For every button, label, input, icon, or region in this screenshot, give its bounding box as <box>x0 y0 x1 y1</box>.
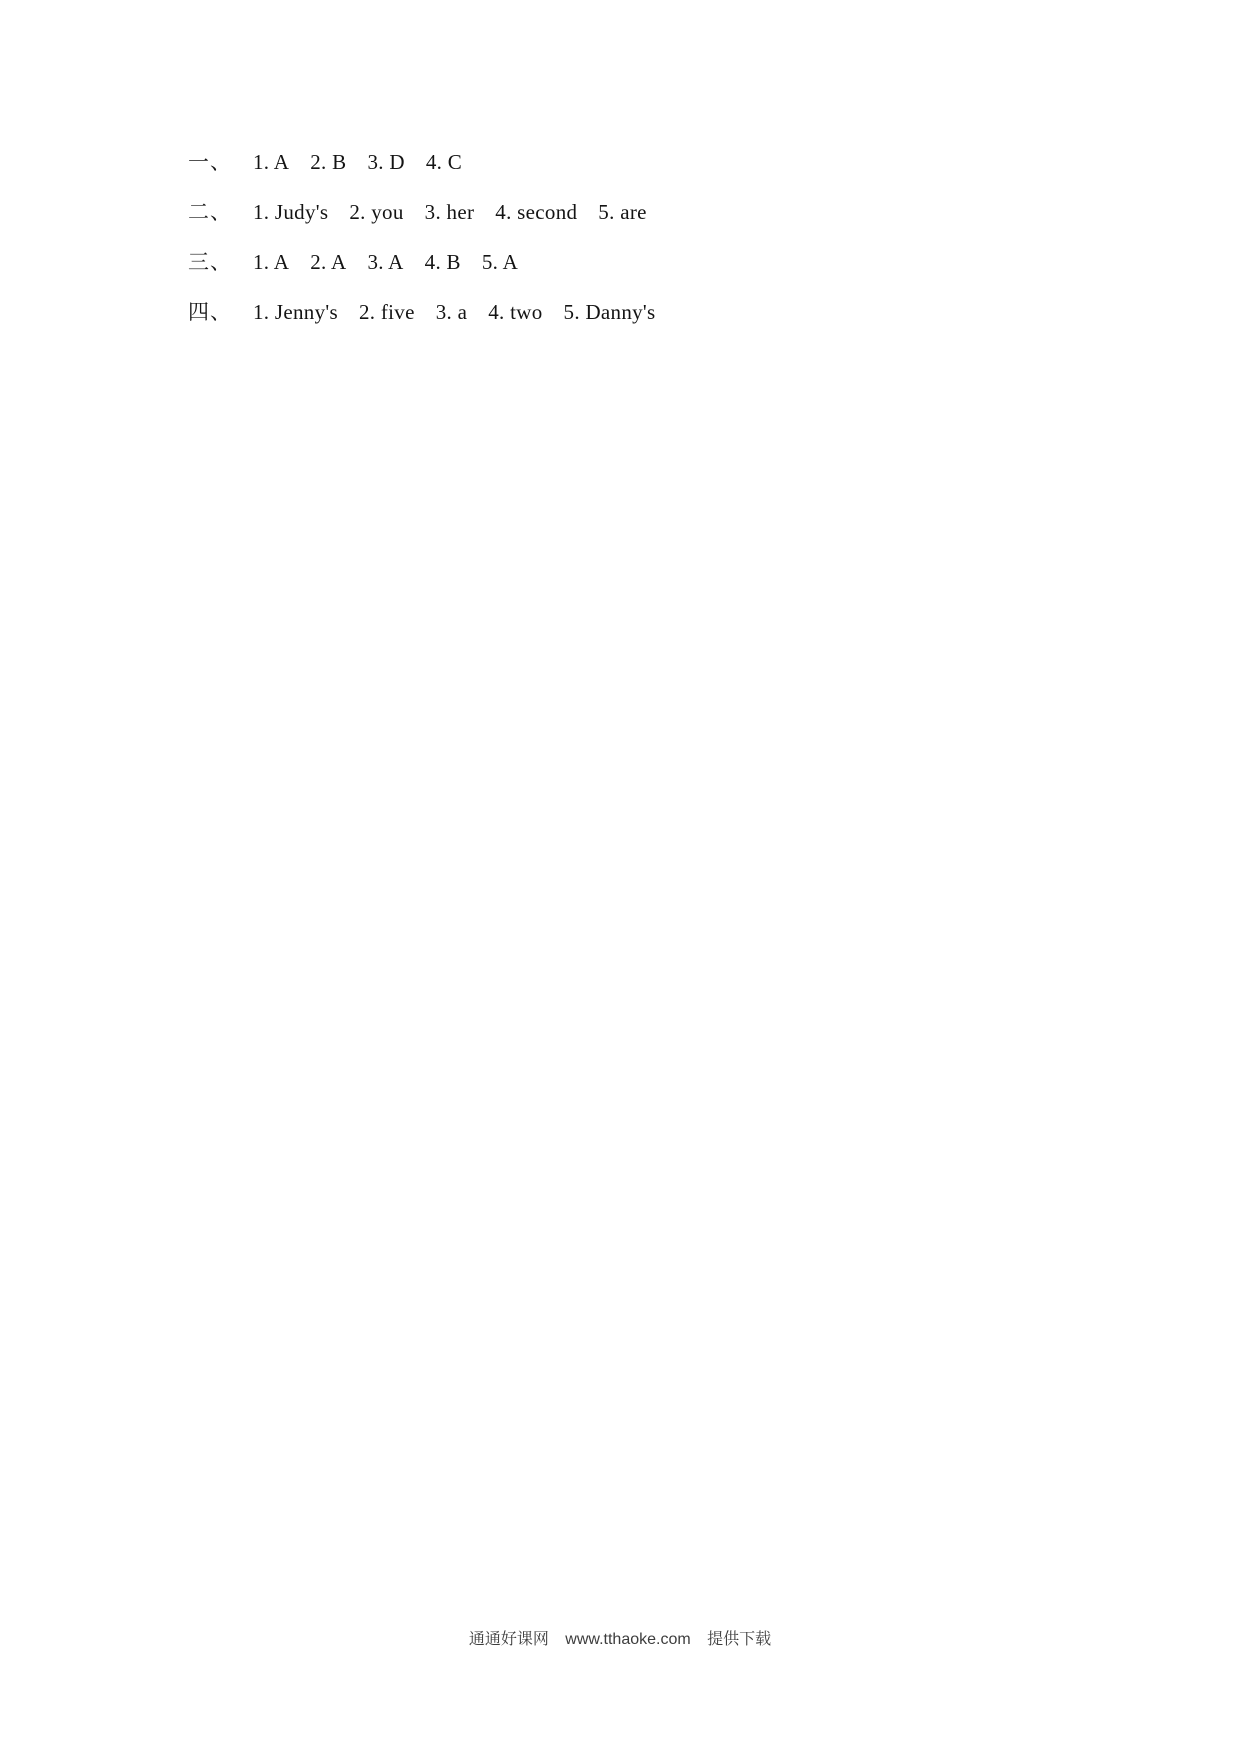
answer-item: 2. B <box>310 150 347 174</box>
answer-key <box>188 150 656 350</box>
answer-item: 2. you <box>349 200 404 224</box>
section-label-1: 一、 <box>188 150 232 174</box>
footer-url: www.tthaoke.com <box>565 1631 691 1648</box>
answer-item: 1. Judy's <box>253 200 329 224</box>
answer-item: 3. her <box>424 200 475 224</box>
answer-line-3 <box>188 250 656 274</box>
footer-suffix: 提供下载 <box>707 1631 772 1648</box>
page-footer <box>0 1626 1240 1649</box>
section-label-3: 三、 <box>188 250 232 274</box>
answer-item: 2. five <box>358 300 415 324</box>
footer-site-name: 通通好课网 <box>468 1631 549 1648</box>
answer-item: 4. B <box>424 250 461 274</box>
answer-item: 3. a <box>435 300 468 324</box>
answer-item: 1. Jenny's <box>253 300 338 324</box>
section-label-2: 二、 <box>188 200 232 224</box>
answer-item: 5. Danny's <box>563 300 656 324</box>
answer-item: 1. A <box>253 250 290 274</box>
answer-item: 2. A <box>310 250 347 274</box>
answer-item: 4. two <box>488 300 543 324</box>
answer-item: 3. D <box>367 150 405 174</box>
answer-line-2 <box>188 200 656 224</box>
answer-item: 3. A <box>367 250 404 274</box>
answer-item: 4. C <box>425 150 463 174</box>
answer-item: 1. A <box>253 150 290 174</box>
answer-line-1 <box>188 150 656 174</box>
section-label-4: 四、 <box>188 300 232 324</box>
answer-item: 5. A <box>481 250 519 274</box>
answer-line-4 <box>188 300 656 324</box>
answer-item: 5. are <box>598 200 647 224</box>
answer-item: 4. second <box>495 200 578 224</box>
